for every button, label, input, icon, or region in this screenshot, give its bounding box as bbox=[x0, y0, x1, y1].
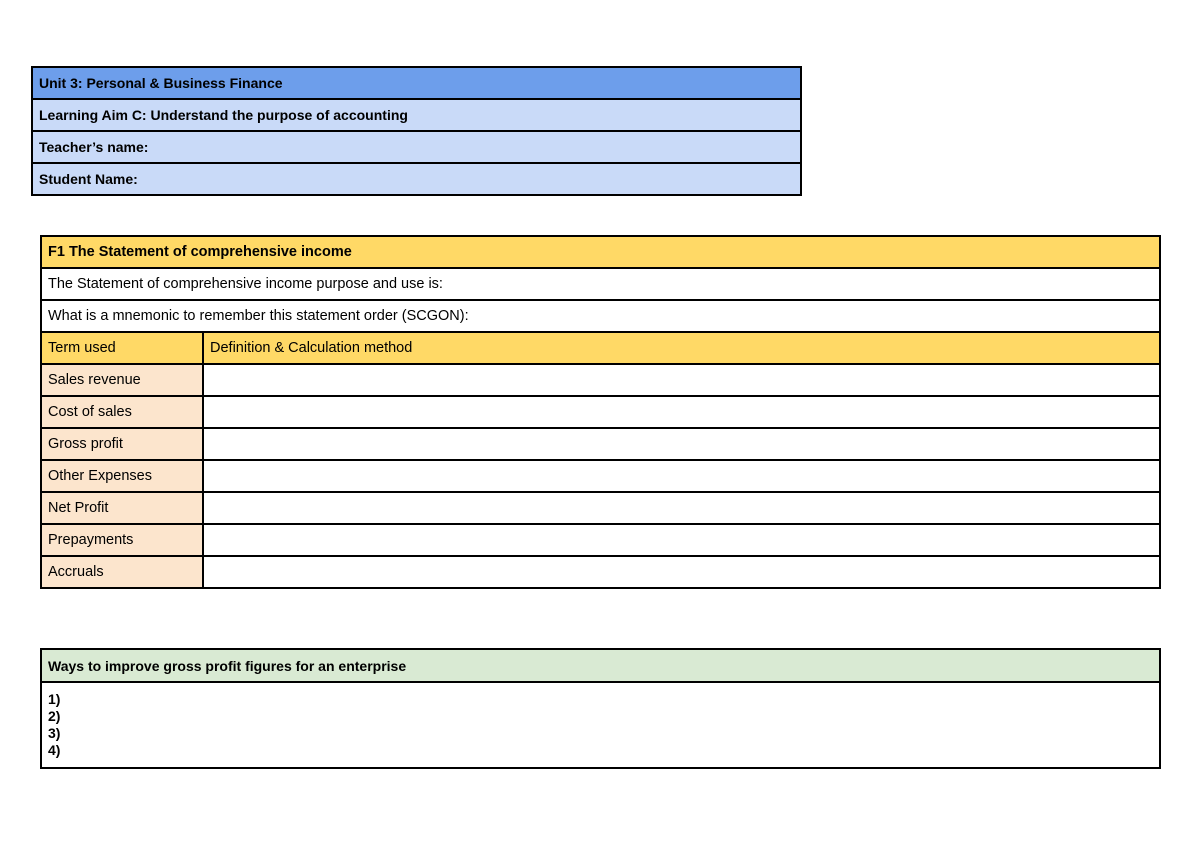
term-label: Cost of sales bbox=[41, 396, 203, 428]
list-item: 2) bbox=[48, 708, 61, 724]
info-table bbox=[31, 66, 802, 196]
term-label: Sales revenue bbox=[41, 364, 203, 396]
definition-cell[interactable] bbox=[203, 556, 1160, 588]
f1-table bbox=[40, 235, 1161, 589]
table-row bbox=[41, 396, 1160, 428]
definition-cell[interactable] bbox=[203, 396, 1160, 428]
purpose-prompt[interactable]: The Statement of comprehensive income purpose and use is: bbox=[41, 268, 1160, 300]
ways-answer-area[interactable] bbox=[41, 682, 1160, 768]
term-label: Other Expenses bbox=[41, 460, 203, 492]
ways-title: Ways to improve gross profit figures for an enterprise bbox=[41, 649, 1160, 682]
definition-cell[interactable] bbox=[203, 364, 1160, 396]
ways-table bbox=[40, 648, 1161, 769]
definition-cell[interactable] bbox=[203, 428, 1160, 460]
term-label: Accruals bbox=[41, 556, 203, 588]
term-label: Prepayments bbox=[41, 524, 203, 556]
table-row bbox=[41, 492, 1160, 524]
definition-cell[interactable] bbox=[203, 524, 1160, 556]
term-label: Net Profit bbox=[41, 492, 203, 524]
unit-title: Unit 3: Personal & Business Finance bbox=[32, 67, 801, 99]
student-name-field[interactable]: Student Name: bbox=[32, 163, 801, 195]
f1-title: F1 The Statement of comprehensive income bbox=[41, 236, 1160, 268]
column-header-definition: Definition & Calculation method bbox=[203, 332, 1160, 364]
table-row bbox=[41, 524, 1160, 556]
teacher-name-field[interactable]: Teacher’s name: bbox=[32, 131, 801, 163]
list-item: 4) bbox=[48, 742, 61, 758]
learning-aim: Learning Aim C: Understand the purpose of accounting bbox=[32, 99, 801, 131]
list-item: 1) bbox=[48, 691, 61, 707]
mnemonic-prompt[interactable]: What is a mnemonic to remember this statement order (SCGON): bbox=[41, 300, 1160, 332]
table-row bbox=[41, 460, 1160, 492]
definition-cell[interactable] bbox=[203, 492, 1160, 524]
table-row bbox=[41, 428, 1160, 460]
table-row bbox=[41, 556, 1160, 588]
definition-cell[interactable] bbox=[203, 460, 1160, 492]
table-row bbox=[41, 364, 1160, 396]
column-header-term: Term used bbox=[41, 332, 203, 364]
term-label: Gross profit bbox=[41, 428, 203, 460]
list-item: 3) bbox=[48, 725, 61, 741]
